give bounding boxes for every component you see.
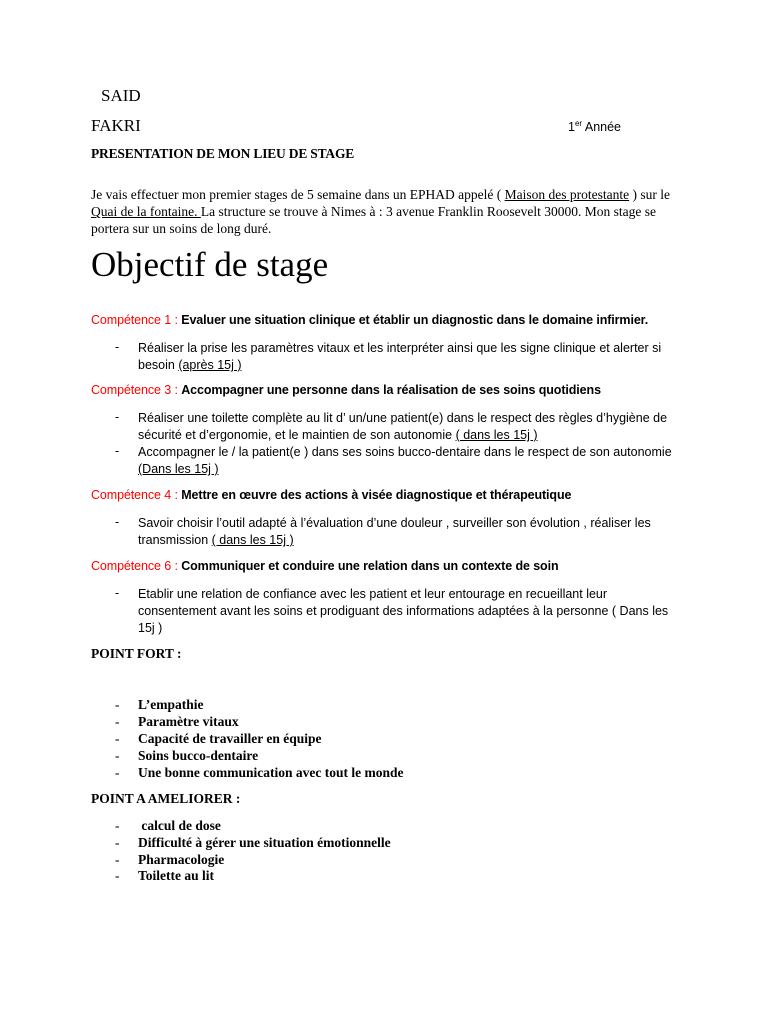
bullet-text: Accompagner le / la patient(e ) dans ses soins bucco-dentaire dans le respect de son autonomie	[138, 445, 672, 459]
document-title: PRESENTATION DE MON LIEU DE STAGE	[91, 146, 355, 161]
list-dash: -	[115, 714, 120, 729]
points-forts-heading: POINT FORT :	[91, 646, 182, 661]
competence-title: Evaluer une situation clinique et établir un diagnostic dans le domaine infirmier.	[181, 313, 649, 327]
list-dash: -	[115, 852, 120, 867]
intro-text-1: Je vais effectuer mon premier stages de 5 semaine dans un EPHAD appelé (	[91, 187, 505, 202]
bullet-deadline: ( dans les 15j )	[211, 533, 294, 547]
competence-bullet	[138, 515, 678, 549]
bullet-dash: -	[115, 515, 120, 529]
bullet-deadline: (Dans les 15j )	[138, 462, 219, 476]
points-ameliorer-heading: POINT A AMELIORER :	[91, 791, 241, 806]
objectif-heading: Objectif de stage	[91, 245, 329, 284]
list-item-strength: Soins bucco-dentaire	[138, 748, 259, 763]
competence-title: Accompagner une personne dans la réalisation de ses soins quotidiens	[181, 383, 601, 397]
list-dash: -	[115, 731, 120, 746]
bullet-deadline: ( dans les 15j )	[455, 428, 538, 442]
bullet-text: Savoir choisir l’outil adapté à l’évaluation d’une douleur , surveiller son évolution , réaliser les transmission	[138, 516, 651, 547]
competence-heading	[91, 383, 601, 397]
competence-bullet	[138, 410, 678, 444]
competence-bullet	[138, 444, 678, 478]
competence-number: Compétence 3 :	[91, 383, 182, 397]
competence-number: Compétence 6 :	[91, 559, 182, 573]
list-dash: -	[115, 697, 120, 712]
facility-name: Maison des protestante	[504, 187, 630, 202]
intro-text-2: ) sur le	[629, 187, 670, 202]
bullet-text: Réaliser la prise les paramètres vitaux et les interpréter ainsi que les signe clinique et alerter si besoin	[138, 341, 662, 372]
list-dash: -	[115, 835, 120, 850]
list-dash: -	[115, 748, 120, 763]
competence-heading	[91, 313, 648, 327]
study-year-label: Année	[582, 120, 622, 134]
bullet-text: Etablir une relation de confiance avec les patient et leur entourage en recueillant leur consentement avant les soins et prodiguant des informations adaptées à la personne ( Dans les 15j )	[138, 587, 669, 635]
intro-text-3: La structure se trouve à Nimes à : 3 avenue Franklin Roosevelt 30000. Mon stage se portera sur un soins de long duré.	[91, 204, 656, 236]
list-item-improvement: Difficulté à gérer une situation émotionnelle	[138, 835, 391, 850]
list-dash: -	[115, 868, 120, 883]
competence-heading	[91, 488, 571, 502]
list-item-improvement: Pharmacologie	[138, 852, 225, 867]
list-dash: -	[115, 818, 120, 833]
competence-title: Mettre en œuvre des actions à visée diagnostique et thérapeutique	[181, 488, 572, 502]
bullet-dash: -	[115, 586, 120, 600]
list-item-strength: Capacité de travailler en équipe	[138, 731, 322, 746]
study-year	[568, 119, 621, 134]
bullet-dash: -	[115, 340, 120, 354]
list-item-strength: Paramètre vitaux	[138, 714, 239, 729]
student-first-name: SAID	[101, 86, 141, 105]
list-dash: -	[115, 765, 120, 780]
bullet-deadline: (après 15j )	[178, 358, 242, 372]
intro-paragraph	[91, 186, 681, 237]
list-item-strength: L’empathie	[138, 697, 204, 712]
facility-street: Quai de la fontaine.	[91, 204, 201, 219]
list-item-improvement: calcul de dose	[138, 818, 221, 833]
list-item-strength: Une bonne communication avec tout le monde	[138, 765, 404, 780]
competence-heading	[91, 559, 559, 573]
competence-title: Communiquer et conduire une relation dans un contexte de soin	[181, 559, 559, 573]
competence-number: Compétence 4 :	[91, 488, 182, 502]
study-year-number: 1	[568, 120, 575, 134]
student-last-name: FAKRI	[91, 116, 141, 135]
study-year-suffix: er	[574, 119, 583, 128]
competence-bullet	[138, 340, 678, 374]
bullet-dash: -	[115, 410, 120, 424]
competence-number: Compétence 1 :	[91, 313, 182, 327]
list-item-improvement: Toilette au lit	[138, 868, 214, 883]
competence-bullet	[138, 586, 678, 637]
bullet-dash: -	[115, 444, 120, 458]
bullet-text: Réaliser une toilette complète au lit d’ un/une patient(e) dans le respect des règles d’hygiène de sécurité et d’ergonomie, et le maintien de son autonomie	[138, 411, 668, 442]
